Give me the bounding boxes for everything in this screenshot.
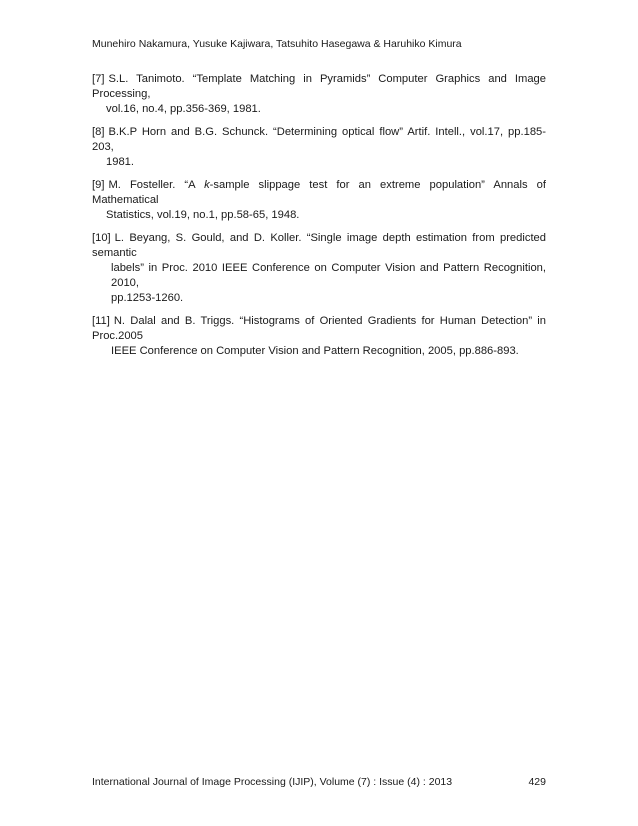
reference-9 — [92, 178, 546, 223]
reference-number: [10] — [92, 232, 111, 244]
reference-7 — [92, 72, 546, 117]
reference-text-continued: labels” in Proc. 2010 IEEE Conference on Computer Vision and Pattern Recognition, 2010, — [111, 262, 546, 289]
reference-italic-k: k — [204, 179, 210, 191]
reference-text-continued: 1981. — [106, 156, 134, 168]
reference-text: N. Dalal and B. Triggs. “Histograms of Oriented Gradients for Human Detection” in Proc.2005 — [92, 315, 546, 342]
running-header: Munehiro Nakamura, Yusuke Kajiwara, Tatsuhito Hasegawa & Haruhiko Kimura — [92, 38, 462, 50]
journal-citation: International Journal of Image Processing (IJIP), Volume (7) : Issue (4) : 2013 — [92, 776, 453, 788]
reference-text: M. Fosteller. “A — [108, 179, 205, 191]
reference-10 — [92, 231, 546, 306]
reference-text-continued: IEEE Conference on Computer Vision and Pattern Recognition, 2005, pp.886-893. — [111, 345, 519, 357]
reference-number: [9] — [92, 179, 105, 191]
reference-text-continued: Statistics, vol.19, no.1, pp.58-65, 1948. — [106, 209, 300, 221]
reference-text-continued-2: pp.1253-1260. — [111, 292, 184, 304]
reference-number: [7] — [92, 73, 105, 85]
reference-list — [92, 72, 546, 367]
page-number: 429 — [528, 776, 546, 788]
reference-8 — [92, 125, 546, 170]
reference-text-continued: vol.16, no.4, pp.356-369, 1981. — [106, 103, 261, 115]
reference-text: L. Beyang, S. Gould, and D. Koller. “Single image depth estimation from predicted semantic — [92, 232, 546, 259]
reference-11 — [92, 314, 546, 359]
reference-number: [8] — [92, 126, 105, 138]
reference-text: B.K.P Horn and B.G. Schunck. “Determining optical flow” Artif. Intell., vol.17, pp.185-203, — [92, 126, 546, 153]
reference-text-after-italic: -sample slippage test for an extreme population” Annals of Mathematical — [92, 179, 546, 206]
reference-text: S.L. Tanimoto. “Template Matching in Pyramids” Computer Graphics and Image Processing, — [92, 73, 546, 100]
page-footer — [92, 776, 546, 788]
reference-number: [11] — [92, 315, 110, 327]
